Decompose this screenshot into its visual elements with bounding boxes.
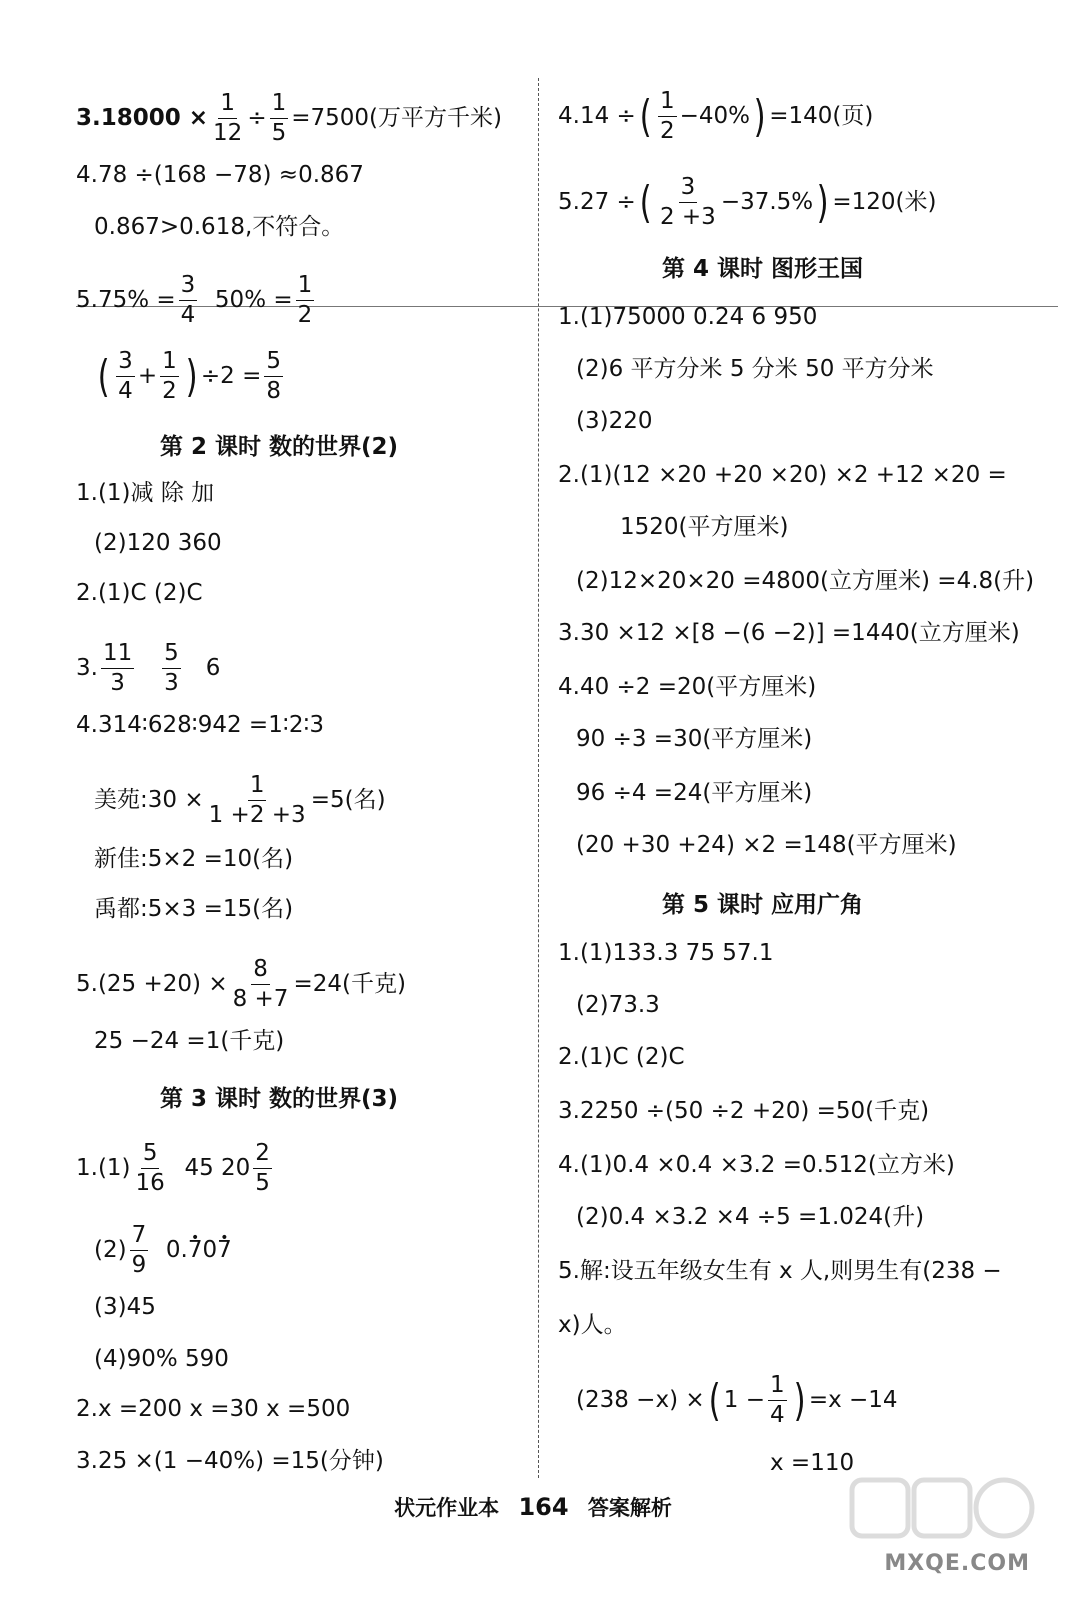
footer-section-title: 答案解析 bbox=[587, 1496, 672, 1520]
lesson-heading-2: 第 2 课时 数的世界(2) bbox=[160, 434, 399, 460]
answer-line: (238 −x) ×( 1 − $\frac{1}{4}$ ) =x −14 bbox=[576, 1372, 898, 1428]
footer-book-title: 状元作业本 bbox=[394, 1496, 500, 1520]
answer-line: (3)45 bbox=[94, 1294, 156, 1320]
answer-line-l3: 3.18000 × $\frac{1}{12}$ ÷ $\frac{1}{5}$ =7500(万平方千米) bbox=[76, 90, 503, 146]
answer-line: 1.(1)133.3 75 57.1 bbox=[558, 940, 774, 966]
answer-line: 3.25 ×(1 −40%) =15(分钟) bbox=[76, 1448, 384, 1474]
answer-line: 1.(1) $\frac{5}{16}$ 45 20 $\frac{2}{5}$ bbox=[76, 1140, 270, 1196]
answer-line-l4: 4.78 ÷(168 −78) ≈0.867 bbox=[76, 162, 364, 188]
answer-line: 2.(1)C (2)C bbox=[76, 580, 203, 606]
answer-line-r4: 4.14 ÷( $\frac{1}{2}$ −40%) =140(页) bbox=[558, 88, 874, 144]
answer-line: 90 ÷3 =30(平方厘米) bbox=[576, 726, 813, 752]
answer-line: 美苑:30 × $\frac{1}{1 +2 +3}$ =5(名) bbox=[94, 772, 386, 828]
answer-line: 96 ÷4 =24(平方厘米) bbox=[576, 780, 813, 806]
page-number: 164 bbox=[518, 1493, 569, 1521]
answer-line: 1.(1)75000 0.24 6 950 bbox=[558, 304, 818, 330]
answer-line: (3)220 bbox=[576, 408, 653, 434]
answer-line: 5.(25 +20) × $\frac{8}{8 +7}$ =24(千克) bbox=[76, 956, 406, 1012]
answer-line: 4.40 ÷2 =20(平方厘米) bbox=[558, 674, 817, 700]
answer-line: 4.314∶628∶942 =1∶2∶3 bbox=[76, 712, 325, 738]
answer-line: 禹都:5×3 =15(名) bbox=[94, 896, 294, 922]
answer-line: 2.(1)C (2)C bbox=[558, 1044, 685, 1070]
answer-line-r5: 5.27 ÷( $\frac{3}{2 +3}$ −37.5%) =120(米) bbox=[558, 174, 937, 230]
answer-line-l5b: ( $\frac{3}{4}$ + $\frac{1}{2}$ ) ÷2 = $\frac{5}{8}$ bbox=[97, 348, 282, 404]
lesson-heading-4: 第 4 课时 图形王国 bbox=[662, 256, 864, 282]
answer-line: 新佳:5×2 =10(名) bbox=[94, 846, 294, 872]
answer-line: 1.(1)减 除 加 bbox=[76, 480, 215, 506]
answer-line-l4b: 0.867>0.618,不符合。 bbox=[94, 214, 345, 240]
lesson-heading-3: 第 3 课时 数的世界(3) bbox=[160, 1086, 399, 1112]
answer-line: (4)90% 590 bbox=[94, 1346, 229, 1372]
answer-line: 2.x =200 x =30 x =500 bbox=[76, 1396, 351, 1422]
answer-line: (2) $\frac{7}{9}$ 0.7 •07 • bbox=[76, 1224, 232, 1277]
answer-line: 5.解:设五年级女生有 x 人,则男生有(238 − bbox=[558, 1258, 1002, 1284]
answer-line-l5: 5.75% = $\frac{3}{4}$ 50% = $\frac{1}{2}$ bbox=[76, 272, 313, 328]
watermark-text: MXQE.COM bbox=[884, 1551, 1030, 1576]
answer-line: (2)6 平方分米 5 分米 50 平方分米 bbox=[576, 356, 934, 382]
answer-line: (2)120 360 bbox=[94, 530, 222, 556]
answer-line: 3. $\frac{11}{3}$ $\frac{5}{3}$ 6 bbox=[76, 640, 221, 696]
answer-line: (2)73.3 bbox=[576, 992, 660, 1018]
lesson-heading-5: 第 5 课时 应用广角 bbox=[662, 892, 864, 918]
answer-line: 3.30 ×12 ×[8 −(6 −2)] =1440(立方厘米) bbox=[558, 620, 1020, 646]
column-divider bbox=[538, 78, 539, 1478]
answer-line: 2.(1)(12 ×20 +20 ×20) ×2 +12 ×20 = bbox=[558, 462, 1007, 488]
answer-line: (2)12×20×20 =4800(立方厘米) =4.8(升) bbox=[576, 568, 1035, 594]
answer-line: 25 −24 =1(千克) bbox=[94, 1028, 285, 1054]
answer-line: (20 +30 +24) ×2 =148(平方厘米) bbox=[576, 832, 957, 858]
answer-line: 3.2250 ÷(50 ÷2 +20) =50(千克) bbox=[558, 1098, 930, 1124]
answer-line: (2)0.4 ×3.2 ×4 ÷5 =1.024(升) bbox=[576, 1204, 925, 1230]
answer-line: x =110 bbox=[770, 1450, 855, 1476]
answer-line: 4.(1)0.4 ×0.4 ×3.2 =0.512(立方米) bbox=[558, 1152, 955, 1178]
answer-line: x)人。 bbox=[558, 1312, 627, 1338]
answer-line: 1520(平方厘米) bbox=[620, 514, 789, 540]
